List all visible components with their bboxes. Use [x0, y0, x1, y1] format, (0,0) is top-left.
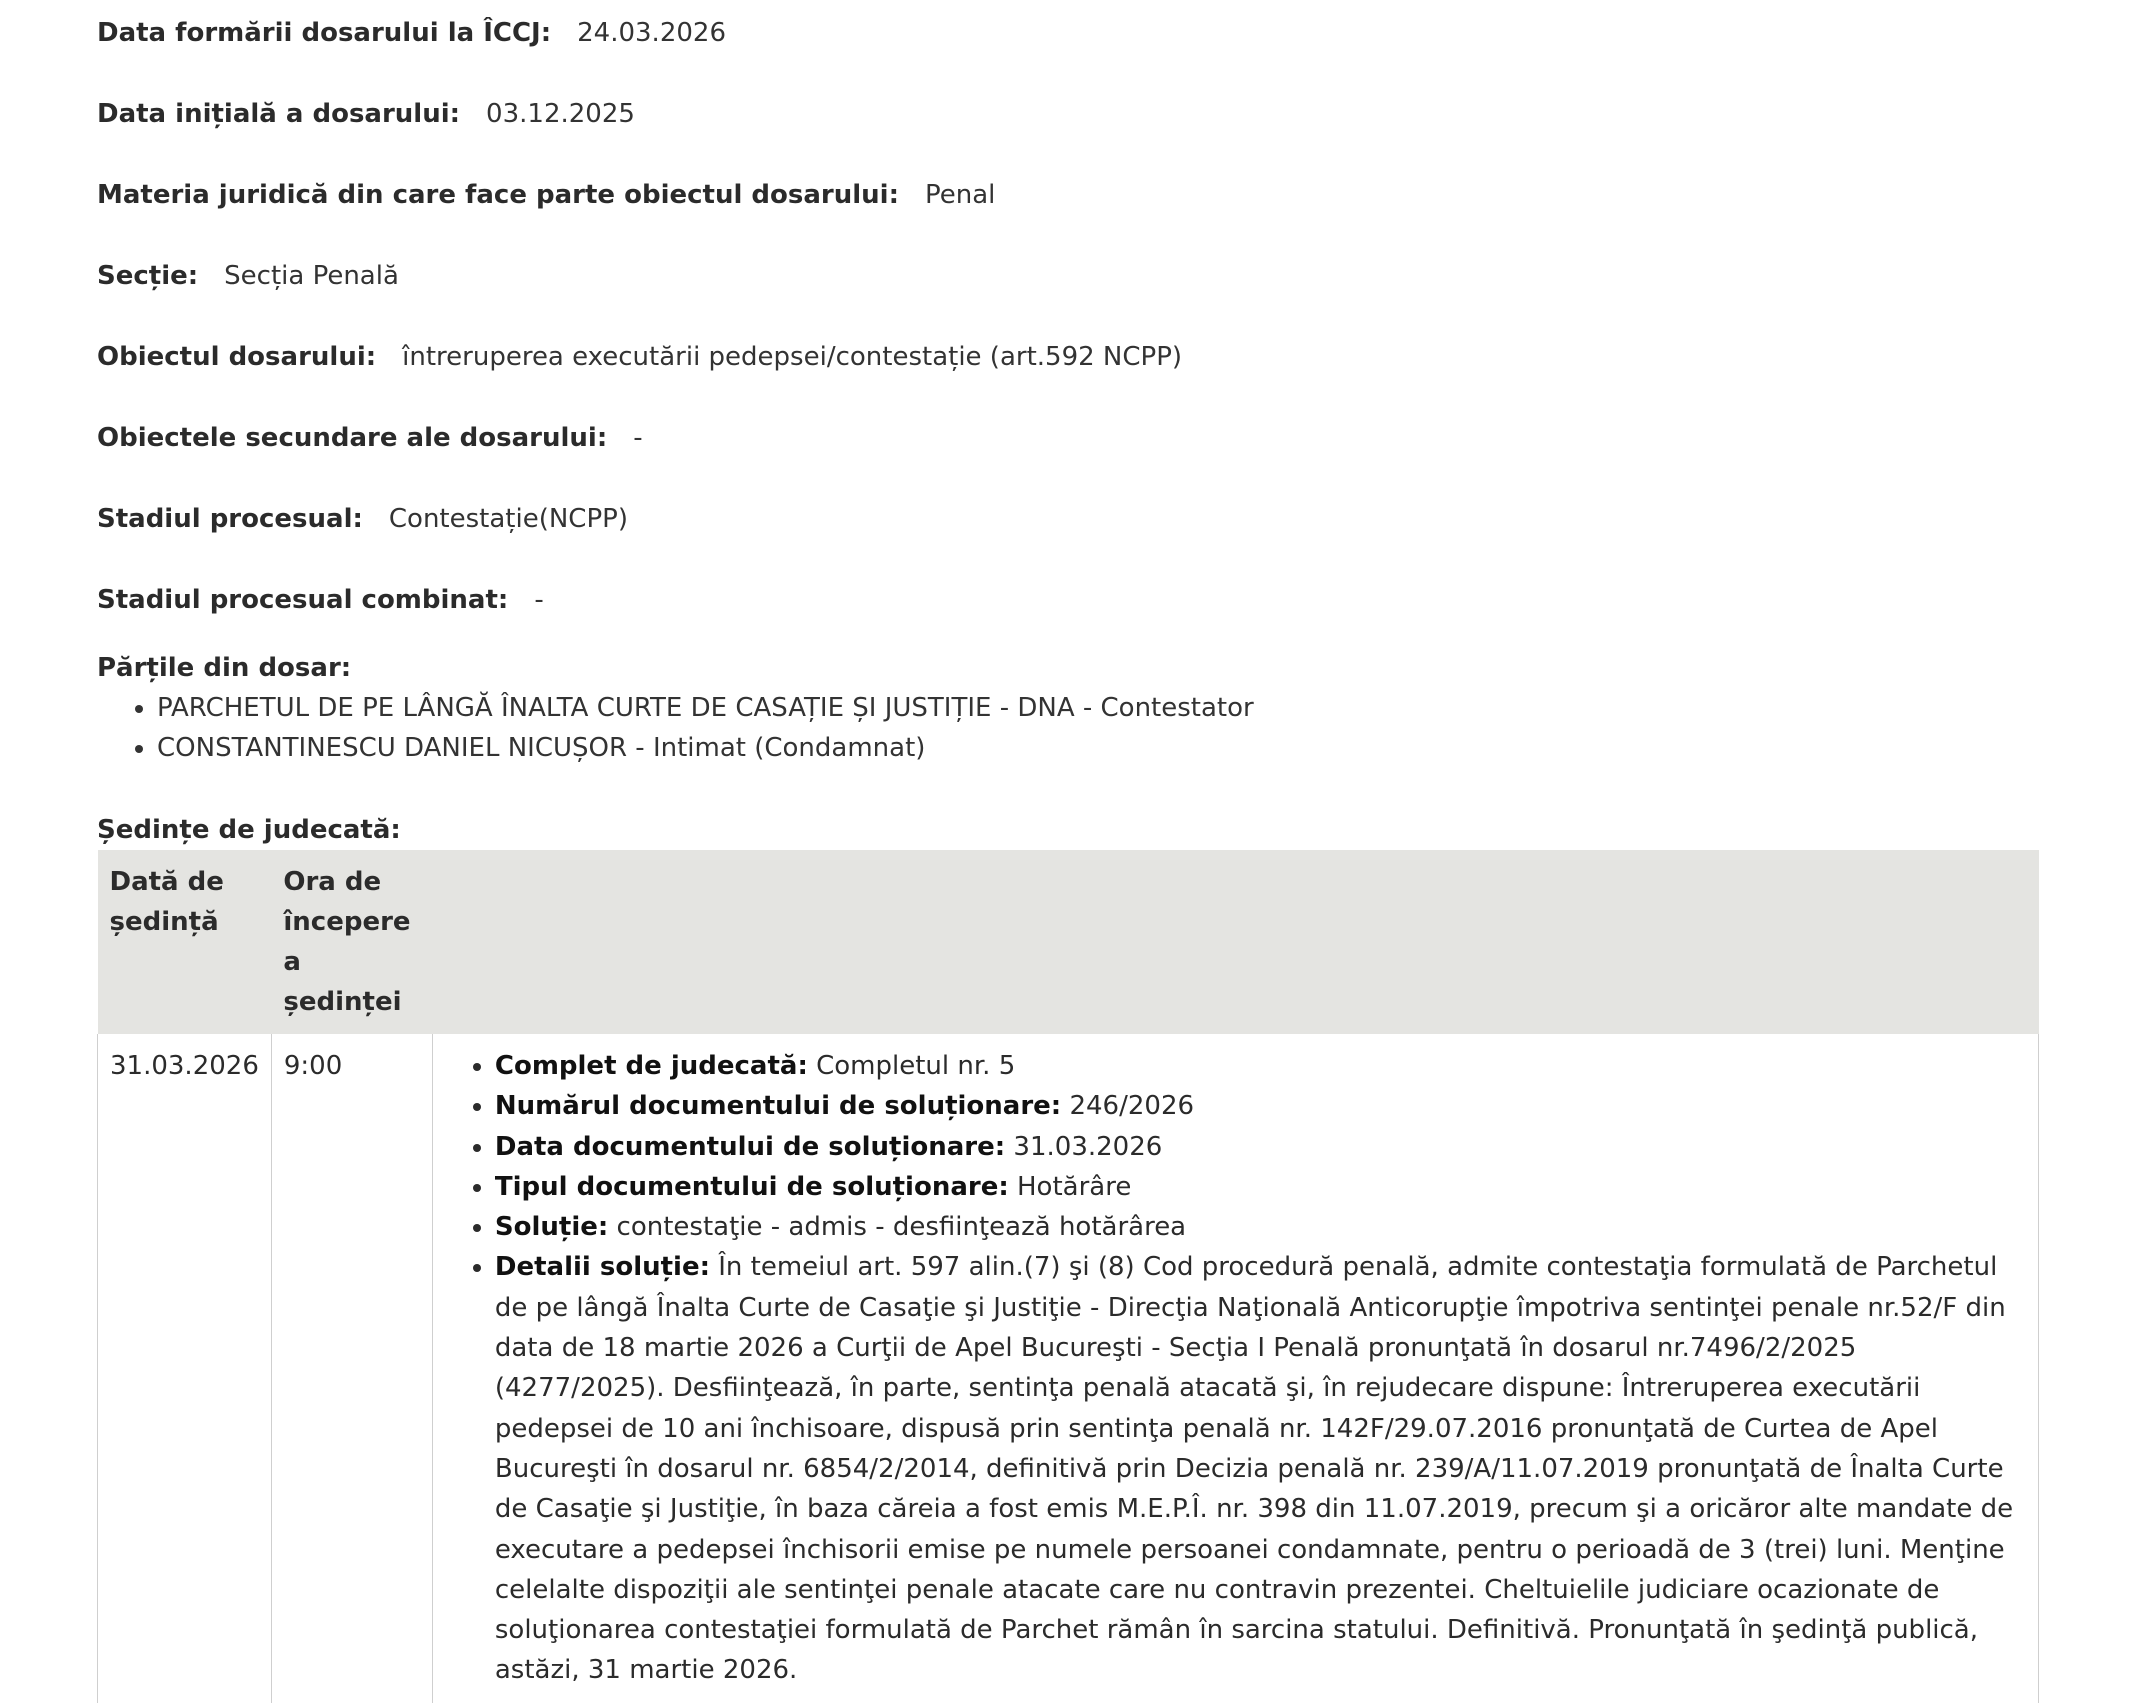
field-section: [97, 243, 2047, 324]
field-label: Obiectul dosarului:: [97, 342, 377, 372]
field-value: 24.03.2026: [577, 18, 726, 48]
field-value: 03.12.2025: [486, 99, 635, 129]
session-date-cell: 31.03.2026: [98, 1034, 272, 1703]
sessions-header-row: [98, 850, 2039, 1034]
detail-value: 31.03.2026: [1013, 1131, 1163, 1162]
detail-document-date: [495, 1127, 2026, 1167]
detail-label: Tipul documentului de soluționare:: [494, 1171, 1009, 1202]
party-item: • CONSTANTINESCU DANIEL NICUȘOR - Intimat (Condamnat): [157, 728, 2047, 768]
field-secondary-objects: [97, 405, 2047, 486]
session-details-list: [445, 1046, 2026, 1691]
field-value: Penal: [925, 180, 996, 210]
detail-document-type: [495, 1167, 2026, 1207]
field-label: Stadiul procesual:: [97, 504, 363, 534]
detail-value: 246/2026: [1069, 1091, 1195, 1122]
header-session-date: Dată de ședință: [98, 850, 272, 1034]
field-value: -: [633, 423, 643, 453]
table-row: [98, 1034, 2039, 1703]
field-value: Contestație(NCPP): [388, 504, 628, 534]
field-value: -: [534, 585, 544, 615]
field-case-object: [97, 324, 2047, 405]
detail-label: Complet de judecată:: [494, 1051, 808, 1081]
field-label: Data formării dosarului la ÎCCJ:: [97, 18, 552, 48]
header-details: [432, 850, 2038, 1034]
sessions-table: [97, 850, 2039, 1703]
detail-value: Hotărâre: [1017, 1171, 1132, 1202]
party-item: • PARCHETUL DE PE LÂNGĂ ÎNALTA CURTE DE CASAȚIE ȘI JUSTIȚIE - DNA - Contestator: [157, 688, 2047, 728]
header-start-time: Ora de începere a ședinței: [271, 850, 432, 1034]
field-procedural-stage: [97, 486, 2047, 567]
field-label: Stadiul procesual combinat:: [97, 585, 509, 615]
session-time-cell: 9:00: [271, 1034, 432, 1703]
case-details: [97, 0, 2047, 1703]
field-value: întreruperea executării pedepsei/contestație (art.592 NCPP): [402, 342, 1183, 372]
detail-value: contestaţie - admis - desfiinţează hotărârea: [616, 1212, 1187, 1243]
detail-label: Numărul documentului de soluționare:: [494, 1091, 1062, 1122]
detail-panel: [495, 1046, 2026, 1086]
field-label: Secție:: [97, 261, 199, 291]
sessions-title: Ședințe de judecată:: [97, 815, 401, 845]
field-combined-stage: [97, 567, 2047, 648]
field-legal-matter: [97, 162, 2047, 243]
field-label: Materia juridică din care face parte obiectul dosarului:: [97, 180, 899, 210]
field-formation-date: [97, 0, 2047, 81]
field-label: Data inițială a dosarului:: [97, 99, 461, 129]
detail-solution-details: [495, 1247, 2026, 1690]
detail-label: Soluție:: [494, 1212, 609, 1243]
field-initial-date: [97, 81, 2047, 162]
detail-label: Detalii soluție:: [494, 1252, 710, 1283]
field-value: Secția Penală: [224, 261, 399, 291]
detail-solution: [495, 1207, 2026, 1247]
field-label: Obiectele secundare ale dosarului:: [97, 423, 608, 453]
detail-document-number: [495, 1086, 2026, 1126]
session-details-cell: [432, 1034, 2038, 1703]
parties-title: Părțile din dosar:: [97, 653, 352, 683]
detail-value: În temeiul art. 597 alin.(7) şi (8) Cod procedură penală, admite contestaţia formulată de Parchetul de pe lângă Înalta Curte de Casaţie şi Justiţie - Direcţia Naţională Anticorupţie împotriva sentinţei penale nr.52/F din data de 18 martie 2026 a Curţii de Apel Bucureşti - Secţia I Penală pronunţată în dosarul nr.7496/2/2025 (4277/2025). Desfiinţează, în parte, sentinţa penală atacată şi, în rejudecare dispune: Întreruperea executării pedepsei de 10 ani închisoare, dispusă prin sentinţa penală nr. 142F/29.07.2016 pronunţată de Curtea de Apel Bucureşti în dosarul nr. 6854/2/2014, definitivă prin Decizia penală nr. 239/A/11.07.2019 pronunţată de Înalta Curte de Casaţie şi Justiţie, în baza căreia a fost emis M.E.P.Î. nr. 398 din 11.07.2019, precum şi a oricăror alte mandate de executare a pedepsei închisorii emise pe numele persoanei condamnate, pentru o perioadă de 3 (trei) luni. Menţine celelalte dispoziţii ale sentinţei penale atacate care nu contravin prezentei. Cheltuielile judiciare ocazionate de soluţionarea contestaţiei formulată de Parchet rămân în sarcina statului. Definitivă. Pronunţată în şedinţă publică, astăzi, 31 martie 2026.: [494, 1252, 2014, 1686]
detail-label: Data documentului de soluționare:: [494, 1131, 1006, 1162]
parties-list: [97, 688, 2047, 768]
detail-value: Completul nr. 5: [816, 1051, 1016, 1081]
